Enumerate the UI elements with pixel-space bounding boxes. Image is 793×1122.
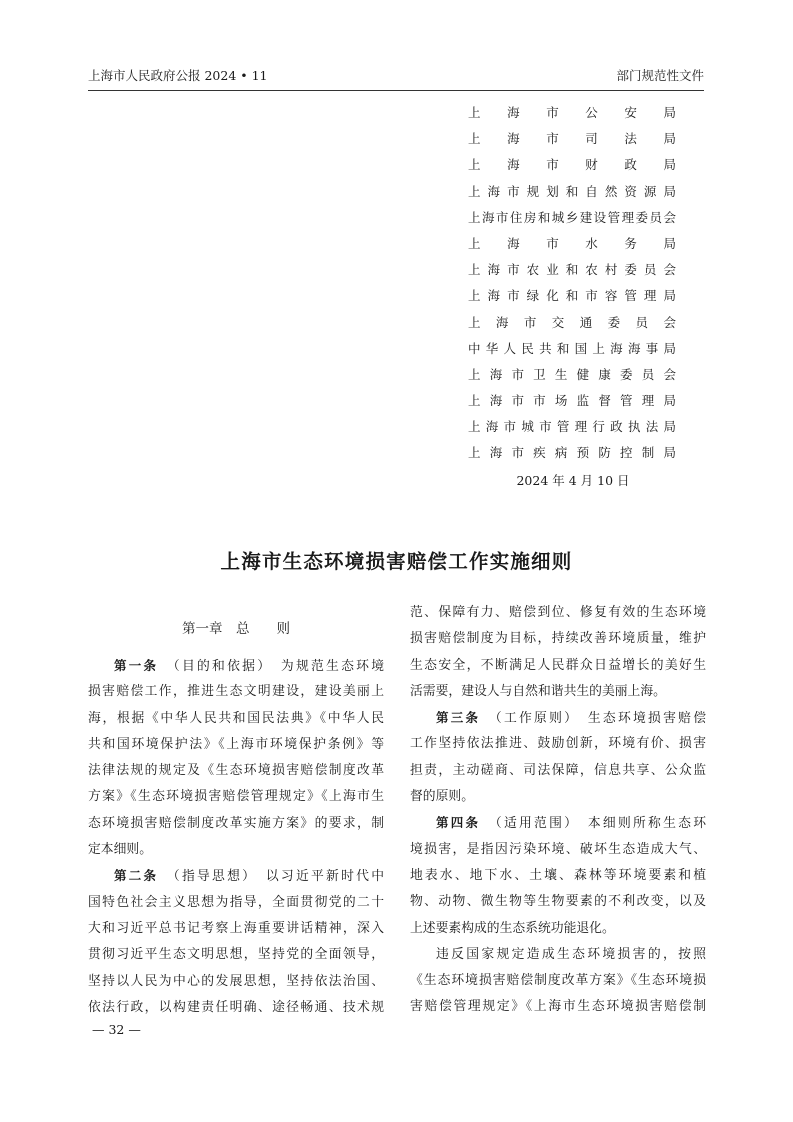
line-text: 工作坚持依法推进、鼓励创新，环境有价、损害 (410, 736, 706, 752)
article-number: 第一条 (114, 658, 159, 673)
section-header: 部门规范性文件 (616, 68, 704, 83)
text-line (410, 919, 706, 945)
line-text: 大和习近平总书记考察上海重要讲话精神，深入 (88, 920, 384, 936)
line-text: 活需要，建设人与自然和谐共生的美丽上海。 (410, 683, 666, 699)
text-line (88, 787, 384, 813)
line-text: （目的和依据） 为规范生态环境 (158, 659, 384, 674)
line-text: 依法行政，以构建责任明确、途径畅通、技术规 (88, 999, 384, 1015)
agency-name: 上 海 市 司 法 局 (468, 131, 676, 147)
agency-name: 上海市农业和农村委员会 (468, 262, 676, 278)
text-line (410, 734, 706, 760)
line-text: 《生态环境损害赔偿制度改革方案》《生态环境损 (410, 973, 706, 989)
line-text: （工作原则） 生态环境损害赔偿 (480, 711, 706, 727)
line-text: 共和国环境保护法》《上海市环境保护条例》等 (88, 736, 384, 752)
line-text: 害赔偿管理规定》《上海市生态环境损害赔偿制 (410, 999, 706, 1015)
text-line (88, 866, 384, 892)
line-text: 坚持以人民为中心的发展思想，坚持依法治国、 (88, 973, 384, 989)
article-number: 第四条 (436, 815, 481, 831)
line-text: （指导思想） 以习近平新时代中 (158, 869, 384, 885)
text-line (88, 682, 384, 708)
agency-name: 上 海 市 财 政 局 (468, 157, 676, 173)
article-number: 第二条 (114, 868, 159, 884)
line-text: 法律法规的规定及《生态环境损害赔偿制度改革 (88, 763, 384, 779)
issuing-agencies-list (468, 104, 676, 471)
agency-name: 上 海 市 交 通 委 员 会 (468, 314, 676, 330)
line-text: 损害赔偿工作，推进生态文明建设，建设美丽上 (88, 684, 384, 700)
line-text: 地表水、地下水、土壤、森林等环境要素和植 (410, 867, 706, 883)
text-line (410, 971, 706, 997)
text-line (410, 682, 706, 708)
text-line (410, 603, 706, 629)
line-text: 贯彻习近平生态文明思想，坚持党的全面领导， (88, 947, 384, 963)
line-text: 担责，主动磋商、司法保障，信息共享、公众监 (410, 762, 706, 778)
line-text: 国特色社会主义思想为指导，全面贯彻党的二十 (88, 894, 384, 910)
document-title: 上海市生态环境损害赔偿工作实施细则 (220, 550, 573, 573)
agency-name: 上海市住房和城乡建设管理委员会 (468, 209, 676, 225)
chapter-heading: 第一章 总 则 (182, 621, 290, 637)
text-line (88, 814, 384, 840)
text-line (88, 998, 384, 1024)
text-line (88, 656, 384, 682)
line-text: 违反国家规定造成生态环境损害的，按照 (436, 946, 706, 962)
agency-name: 上海市绿化和市容管理局 (468, 288, 676, 304)
text-line (410, 656, 706, 682)
text-line (88, 840, 384, 866)
line-text: 态环境损害赔偿制度改革实施方案》的要求，制 (88, 815, 384, 831)
line-text: 损害赔偿制度为目标，持续改善环境质量，维护 (410, 631, 706, 647)
text-line (410, 787, 706, 813)
text-line (410, 892, 706, 918)
agency-name: 上海市城市管理行政执法局 (468, 419, 676, 435)
text-line (410, 813, 706, 839)
page-number: — 32 — (92, 1022, 141, 1037)
agency-name: 上 海 市 水 务 局 (468, 235, 676, 251)
header-divider (88, 90, 704, 91)
text-line (410, 945, 706, 971)
text-line (88, 972, 384, 998)
agency-name: 上海市疾病预防控制局 (468, 445, 676, 461)
article-number: 第三条 (436, 710, 481, 726)
agency-name: 上海市规划和自然资源局 (468, 183, 676, 199)
agency-name: 中华人民共和国上海海事局 (468, 340, 676, 356)
line-text: 范、保障有力、赔偿到位、修复有效的生态环境 (410, 605, 706, 620)
agency-name: 上 海 市 公 安 局 (468, 105, 676, 120)
line-text: 生态安全，不断满足人民群众日益增长的美好生 (410, 657, 706, 673)
line-text: 海，根据《中华人民共和国民法典》《中华人民 (88, 710, 384, 726)
journal-header: 上海市人民政府公报 2024 • 11 (88, 68, 268, 83)
right-column (410, 603, 706, 1024)
text-line (88, 945, 384, 971)
left-column (88, 656, 384, 1024)
text-line (88, 709, 384, 735)
text-line (88, 919, 384, 945)
line-text: 物、动物、微生物等生物要素的不利改变，以及 (410, 894, 706, 910)
issue-date: 2024 年 4 月 10 日 (516, 473, 630, 488)
line-text: 境损害，是指因污染环境、破坏生态造成大气、 (410, 841, 706, 857)
line-text: （适用范围） 本细则所称生态环 (480, 816, 706, 832)
text-line (410, 997, 706, 1023)
agency-name: 上海市卫生健康委员会 (468, 366, 676, 382)
line-text: 定本细则。 (88, 842, 152, 858)
text-line (88, 761, 384, 787)
text-line (410, 840, 706, 866)
text-line (410, 629, 706, 655)
line-text: 上述要素构成的生态系统功能退化。 (410, 920, 615, 936)
text-line (410, 761, 706, 787)
text-line (88, 893, 384, 919)
agency-name: 上海市市场监督管理局 (468, 393, 676, 409)
line-text: 督的原则。 (410, 789, 474, 805)
text-line (410, 866, 706, 892)
line-text: 方案》《生态环境损害赔偿管理规定》《上海市生 (88, 789, 384, 805)
text-line (88, 735, 384, 761)
text-line (410, 708, 706, 734)
